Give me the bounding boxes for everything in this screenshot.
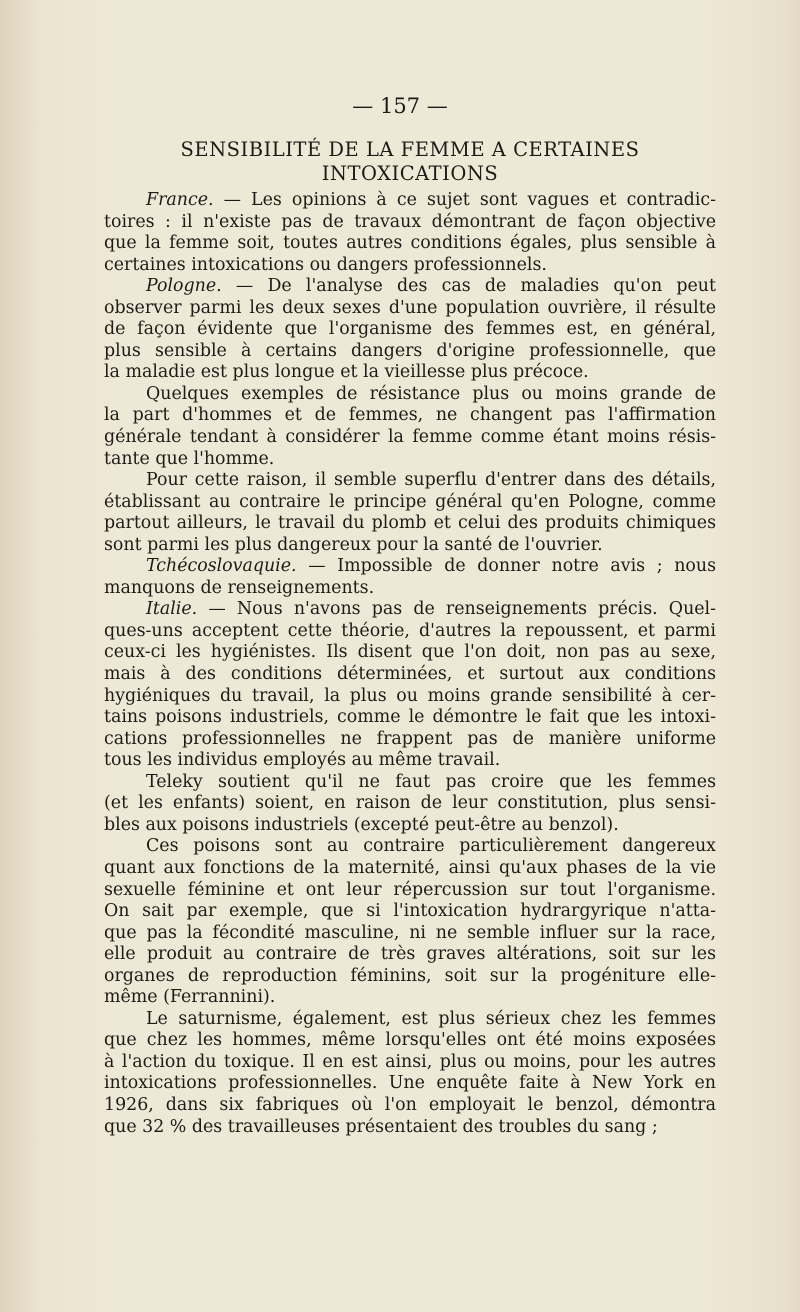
text-content: que chez les hommes, même lorsqu'elles ont été moins exposées: [104, 1030, 716, 1051]
country-heading: Pologne.: [146, 276, 222, 297]
text-content: la part d'hommes et de femmes, ne changent pas l'affirmation: [104, 405, 716, 426]
text-line: [104, 750, 716, 772]
text-line: [104, 836, 716, 858]
body-text: [104, 190, 716, 1138]
text-content: tous les individus employés au même travail.: [104, 750, 501, 771]
text-line: [104, 362, 716, 384]
text-content: intoxications professionnelles. Une enquête faite à New York en: [104, 1073, 716, 1094]
text-line: [104, 276, 716, 298]
text-content: tante que l'homme.: [104, 448, 275, 469]
text-line: [104, 190, 716, 212]
text-line: [104, 1030, 716, 1052]
text-line: [104, 880, 716, 902]
text-line: [104, 923, 716, 945]
text-content: 1926, dans six fabriques où l'on employait le benzol, démontra: [104, 1094, 716, 1115]
text-line: [104, 686, 716, 708]
text-line: [104, 492, 716, 514]
country-heading: France.: [146, 190, 214, 210]
text-content: mais à des conditions déterminées, et surtout aux conditions: [104, 664, 716, 685]
text-content: — Impossible de donner notre avis ; nous: [296, 556, 716, 577]
text-line: [104, 319, 716, 341]
title-line: INTOXICATIONS: [321, 162, 499, 185]
text-content: quant aux fonctions de la maternité, ainsi qu'aux phases de la vie: [104, 857, 716, 878]
title-line: SENSIBILITÉ DE LA FEMME A CERTAINES: [180, 138, 640, 161]
text-content: On sait par exemple, que si l'intoxication hydrargyrique n'atta-: [104, 901, 716, 922]
text-content: Ces poisons sont au contraire particulièrement dangereux: [146, 836, 716, 857]
text-content: (et les enfants) soient, en raison de leur constitution, plus sensi-: [104, 793, 716, 814]
text-content: la maladie est plus longue et la vieillesse plus précoce.: [104, 362, 589, 383]
text-line: [104, 556, 716, 578]
text-content: hygiéniques du travail, la plus ou moins grande sensibilité à cer-: [104, 685, 716, 706]
text-content: partout ailleurs, le travail du plomb et celui des produits chimiques: [104, 513, 716, 534]
text-content: ceux-ci les hygiénistes. Ils disent que l'on doit, non pas au sexe,: [104, 642, 716, 663]
text-line: [104, 1073, 716, 1095]
text-line: [104, 772, 716, 794]
text-line: [104, 858, 716, 880]
text-content: Teleky soutient qu'il ne faut pas croire que les femmes: [146, 771, 716, 792]
text-content: générale tendant à considérer la femme comme étant moins résis-: [104, 427, 716, 448]
text-content: que 32 % des travailleuses présentaient des troubles du sang ;: [104, 1116, 658, 1137]
text-content: établissant au contraire le principe général qu'en Pologne, comme: [104, 491, 716, 512]
page-number: — 157 —: [352, 94, 448, 118]
text-line: [104, 987, 716, 1009]
text-line: [104, 449, 716, 471]
text-content: — De l'analyse des cas de maladies qu'on peut: [221, 276, 716, 297]
text-line: [104, 535, 716, 557]
text-line: [104, 212, 716, 234]
text-line: [104, 255, 716, 277]
text-content: Pour cette raison, il semble superflu d'entrer dans des détails,: [146, 470, 716, 491]
country-heading: Italie.: [146, 599, 198, 620]
text-content: ques-uns acceptent cette théorie, d'autres la repoussent, et parmi: [104, 620, 716, 641]
text-line: [104, 815, 716, 837]
text-line: [104, 944, 716, 966]
text-content: observer parmi les deux sexes d'une population ouvrière, il résulte: [104, 297, 716, 318]
text-line: [104, 621, 716, 643]
text-content: que la femme soit, toutes autres conditions égales, plus sensible à: [104, 233, 716, 254]
text-content: cations professionnelles ne frappent pas de manière uniforme: [104, 728, 716, 749]
text-content: plus sensible à certains dangers d'origine professionnelle, que: [104, 340, 716, 361]
text-content: sexuelle féminine et ont leur répercussion sur tout l'organisme.: [104, 879, 716, 900]
text-content: — Les opinions à ce sujet sont vagues et contradic-: [213, 190, 716, 210]
text-line: [104, 599, 716, 621]
text-line: [104, 793, 716, 815]
text-content: toires : il n'existe pas de travaux démontrant de façon objective: [104, 211, 716, 232]
text-content: sont parmi les plus dangereux pour la santé de l'ouvrier.: [104, 534, 603, 555]
text-line: [104, 233, 716, 255]
section-title: [104, 138, 716, 186]
text-line: [104, 664, 716, 686]
text-line: [104, 707, 716, 729]
text-content: de façon évidente que l'organisme des femmes est, en général,: [104, 319, 716, 340]
text-line: [104, 513, 716, 535]
text-line: [104, 341, 716, 363]
text-content: que pas la fécondité masculine, ni ne semble influer sur la race,: [104, 922, 716, 943]
text-content: organes de reproduction féminins, soit sur la progéniture elle-: [104, 965, 716, 986]
country-heading: Tchécoslovaquie.: [146, 556, 297, 577]
text-content: à l'action du toxique. Il en est ainsi, plus ou moins, pour les autres: [104, 1051, 716, 1072]
text-content: Quelques exemples de résistance plus ou moins grande de: [146, 383, 716, 404]
text-content: bles aux poisons industriels (excepté peut-être au benzol).: [104, 814, 619, 835]
text-line: [104, 298, 716, 320]
text-line: [104, 405, 716, 427]
text-line: [104, 729, 716, 751]
text-content: Le saturnisme, également, est plus sérieux chez les femmes: [146, 1008, 716, 1029]
text-content: tains poisons industriels, comme le démontre le fait que les intoxi-: [104, 707, 716, 728]
text-line: [104, 1052, 716, 1074]
text-line: [104, 384, 716, 406]
text-line: [104, 901, 716, 923]
text-line: [104, 966, 716, 988]
text-content: manquons de renseignements.: [104, 577, 375, 598]
text-line: [104, 470, 716, 492]
text-content: certaines intoxications ou dangers professionnels.: [104, 254, 547, 275]
text-line: [104, 1095, 716, 1117]
text-line: [104, 427, 716, 449]
text-content: même (Ferrannini).: [104, 987, 276, 1008]
text-line: [104, 642, 716, 664]
text-content: elle produit au contraire de très graves altérations, soit sur les: [104, 944, 716, 965]
text-content: — Nous n'avons pas de renseignements précis. Quel-: [197, 599, 716, 620]
text-line: [104, 578, 716, 600]
text-line: [104, 1009, 716, 1031]
text-line: [104, 1117, 716, 1139]
